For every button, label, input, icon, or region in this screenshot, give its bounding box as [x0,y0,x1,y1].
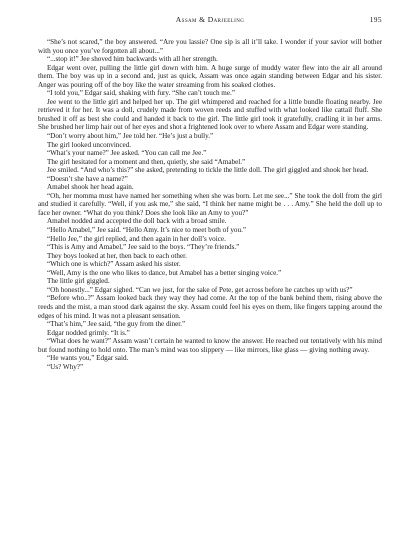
paragraph: “Oh honestly...” Edgar sighed. “Can we just, for the sake of Pete, get across before he catches up with us?” [47,285,353,294]
paragraph: “What’s your name?” Jee asked. “You can call me Jee.” [47,149,207,158]
paragraph: “Well, Amy is the one who likes to dance, but Amabel has a better singing voice.” [47,268,282,277]
paragraph: “Before who..?” Assam looked back they way they had come. At the top of the bank behind them, rising above the reeds and the mist, a man stood dark against the sky. Assam could feel his eyes on them, like fingers tapping around the edges of his mind. It was not a pleasant sensation. [38,294,382,320]
paragraph: Edgar went over, pulling the little girl down with him. A huge surge of muddy water flew into the air all around them. The boy was up in a second and, just as quick, Assam was once again standing between Edgar and his sister. Anger was pouring off of the boy like the water streaming from his soaked clothes. [38,63,382,89]
running-header [38,12,382,28]
paragraph: “What does he want?” Assam wasn’t certain he wanted to know the answer. He reached out tentatively with his mind but found nothing to hold onto. The man’s mind was too slippery — like mirrors, like glass — giving nothing away. [38,337,382,354]
paragraph: “Don’t worry about him,” Jee told her. “He’s just a bully.” [47,132,214,141]
paragraph: “She’s not scared,” the boy answered. “Are you lassie? One sip is all it’ll take. I wonder if your savior will bother with you once you’ve forgotten all about...” [38,38,382,55]
paragraph: “...stop it!” Jee shoved him backwards with all her strength. [47,55,218,64]
paragraph: The little girl giggled. [47,277,110,286]
paragraph: The girl hesitated for a moment and then, quietly, she said “Amabel.” [47,157,246,166]
paragraph: “Hello Amabel,” Jee said. “Hello Amy. It’s nice to meet both of you.” [47,226,247,235]
paragraph: “This is Amy and Amabel,” Jee said to the boys. “They’re friends.” [47,243,240,252]
paragraph: “Hello Jee,” the girl replied, and then again in her doll’s voice. [47,234,226,243]
paragraph: “I told you,” Edgar said, shaking with fury. “She can’t touch me.” [47,89,235,98]
body-text [38,38,382,371]
paragraph: “Which one is which?” Assam asked his sister. [47,260,181,269]
paragraph: Jee went to the little girl and helped her up. The girl whimpered and reached for a little bundle floating nearby. Jee retrieved it for her. It was a doll, crudely made from woven reeds and stuffed with what looked like cattail fluff. She brushed it off as best she could and handed it back to the girl. The little girl took it gratefully, cradling it in her arms. She brushed her limp hair out of her eyes and shot a frightened look over to where Assam and Edgar were standing. [38,97,382,132]
running-title: Assam & Darjeeling [175,15,245,24]
paragraph: Amabel shook her head again. [47,183,134,192]
paragraph: Edgar nodded grimly. “It is.” [47,328,130,337]
paragraph: “That’s him,” Jee said, “the guy from the diner.” [47,320,186,329]
paragraph: Amabel nodded and accepted the doll back with a broad smile. [47,217,227,226]
paragraph: “He wants you,” Edgar said. [47,354,129,363]
paragraph: The girl looked unconvinced. [47,140,132,149]
paragraph: “Us? Why?” [47,362,84,371]
page-number: 195 [369,15,382,24]
paragraph: “Oh, her momma must have named her something when she was born. Let me see...” She took the doll from the girl and studied it carefully. “Well, if you ask me,” she said, “I think her name might be . . . Amy.” She held the doll up to face her owner. “What do you think? Does she look like an Amy to you?” [38,191,382,217]
paragraph: “Doesn’t she have a name?” [47,174,128,183]
paragraph: Jee smiled. “And who’s this?” she asked, pretending to tickle the little doll. The girl giggled and shook her head. [47,166,369,175]
paragraph: They boys looked at her, then back to each other. [47,251,187,260]
